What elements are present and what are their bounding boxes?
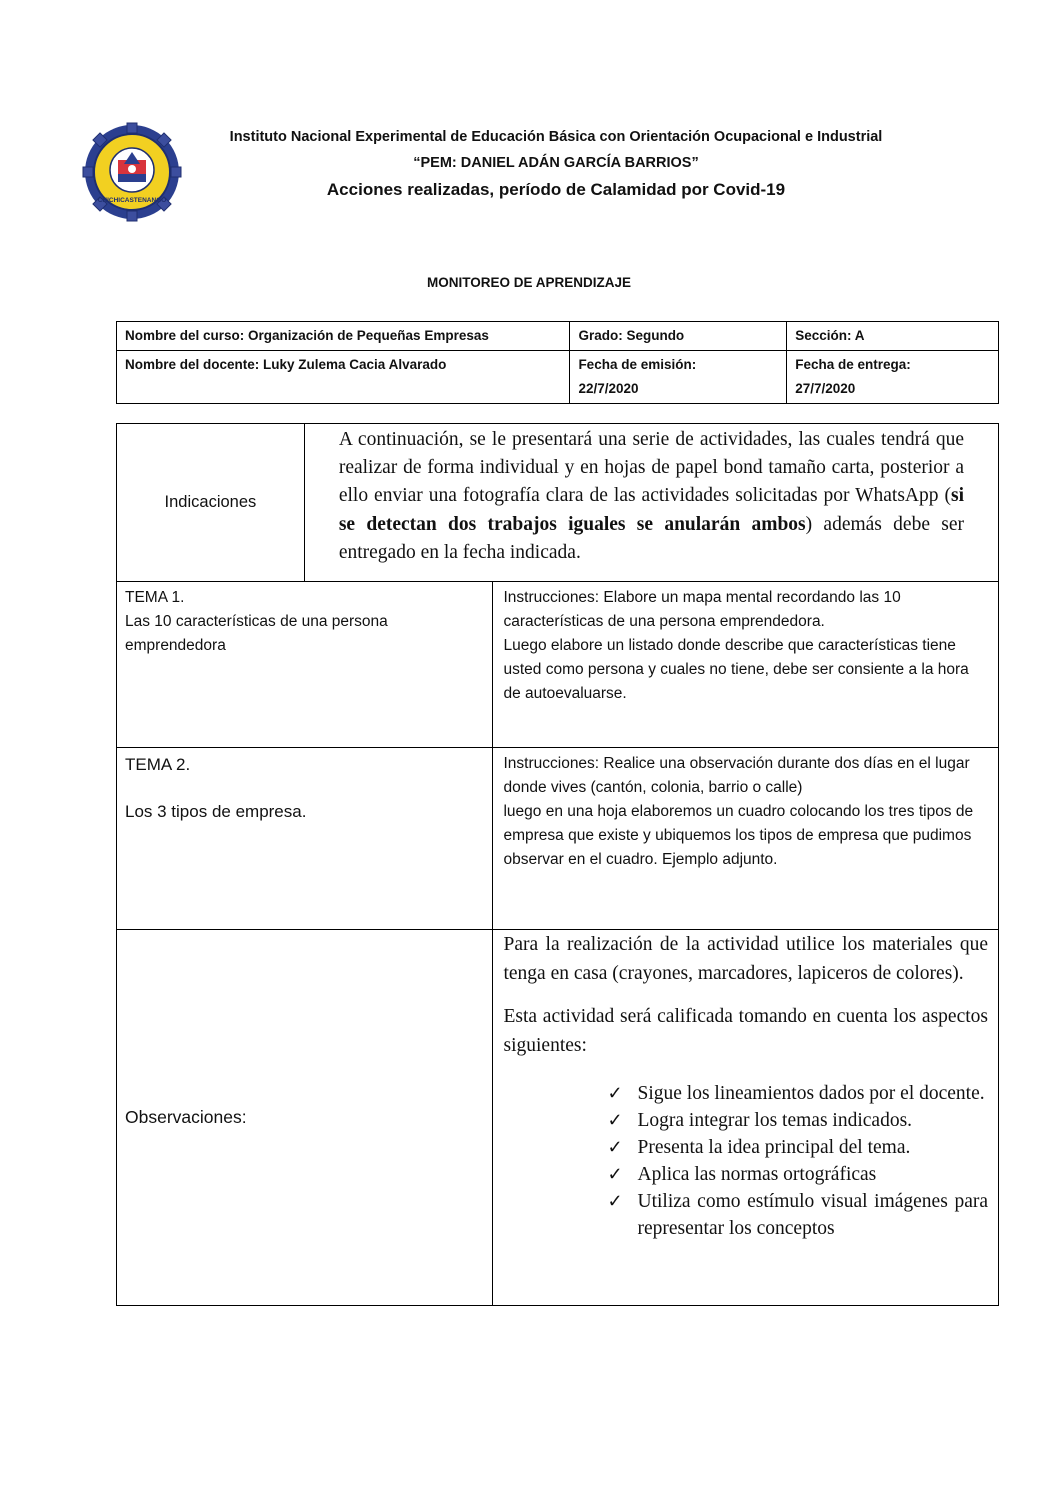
tema2-instructions: Instrucciones: Realice una observación durante dos días en el lugar donde vives (cantón, colonia, barrio o calle) bbox=[503, 755, 970, 796]
tema1-instructions-2: Luego elabore un listado donde describe que características tiene usted como persona y cuales no tiene, debe ser consiente a la hora de autoevaluarse. bbox=[503, 637, 969, 702]
section: Sección: A bbox=[787, 322, 999, 351]
check-icon: ✓ bbox=[607, 1110, 623, 1130]
check-icon: ✓ bbox=[607, 1083, 623, 1103]
activities-table bbox=[116, 423, 999, 1306]
teacher-name: Nombre del docente: Luky Zulema Cacia Alvarado bbox=[117, 351, 570, 404]
tema2-instructions-cell bbox=[493, 748, 999, 930]
school-name: “PEM: DANIEL ADÁN GARCÍA BARRIOS” bbox=[413, 155, 699, 171]
tema2-cell bbox=[117, 748, 493, 930]
indications-text-b: ) además debe ser entregado en la fecha indicada. bbox=[338, 513, 964, 563]
issue-date-label: Fecha de emisión: bbox=[578, 357, 697, 372]
criteria-list bbox=[503, 1080, 988, 1242]
indications-text-a: A continuación, se le presentará una serie de actividades, las cuales tendrá que realizar de forma individual y en hojas de papel bond tamaño carta, posterior a ello enviar una fotografía clara de las actividades solicitadas por WhatsApp ( bbox=[338, 429, 964, 507]
criteria-item: ✓ Presenta la idea principal del tema. bbox=[607, 1134, 988, 1161]
observations-cell bbox=[493, 930, 999, 1306]
tema1-instructions: Instrucciones: Elabore un mapa mental recordando las 10 características de una persona emprendedora. bbox=[503, 589, 901, 630]
tema2-title: Los 3 tipos de empresa. bbox=[125, 802, 307, 821]
observations-p2: Esta actividad será calificada tomando en cuenta los aspectos siguientes: bbox=[503, 1006, 988, 1056]
indications-label: Indicaciones bbox=[117, 424, 305, 582]
issue-date-cell bbox=[570, 351, 787, 404]
course-info-table bbox=[116, 321, 999, 404]
due-date-cell bbox=[787, 351, 999, 404]
institution-name: Instituto Nacional Experimental de Educación Básica con Orientación Ocupacional e Industrial bbox=[229, 129, 883, 145]
criteria-item: ✓ Sigue los lineamientos dados por el docente. bbox=[607, 1080, 988, 1107]
tema1-label: TEMA 1. bbox=[125, 589, 185, 606]
document-title: MONITOREO DE APRENDIZAJE bbox=[426, 275, 632, 290]
tema1-title: Las 10 características de una persona emprendedora bbox=[125, 613, 388, 654]
course-name: Nombre del curso: Organización de Pequeñas Empresas bbox=[117, 322, 570, 351]
tema1-instructions-cell bbox=[493, 582, 999, 748]
check-icon: ✓ bbox=[607, 1164, 623, 1184]
grade: Grado: Segundo bbox=[570, 322, 787, 351]
observations-label: Observaciones: bbox=[117, 930, 493, 1306]
tema1-cell bbox=[117, 582, 493, 748]
logo-text: CHICHICASTENANGO bbox=[97, 197, 167, 204]
due-date: 27/7/2020 bbox=[795, 381, 856, 396]
document-subtitle: Acciones realizadas, período de Calamidad por Covid-19 bbox=[326, 180, 786, 199]
issue-date: 22/7/2020 bbox=[578, 381, 639, 396]
due-date-label: Fecha de entrega: bbox=[795, 357, 911, 372]
check-icon: ✓ bbox=[607, 1191, 623, 1211]
observations-p1: Para la realización de la actividad utilice los materiales que tenga en casa (crayones, marcadores, lapiceros de colores). bbox=[503, 934, 988, 984]
criteria-item: ✓ Utiliza como estímulo visual imágenes para representar los conceptos bbox=[607, 1188, 988, 1242]
criteria-item: ✓ Aplica las normas ortográficas bbox=[607, 1161, 988, 1188]
check-icon: ✓ bbox=[607, 1137, 623, 1157]
school-logo bbox=[82, 122, 182, 222]
indications-text bbox=[304, 424, 998, 582]
tema2-instructions-2: luego en una hoja elaboremos un cuadro colocando los tres tipos de empresa que existe y ubiquemos los tipos de empresa que pudimos observar en el cuadro. Ejemplo adjunto. bbox=[503, 803, 974, 868]
criteria-item: ✓ Logra integrar los temas indicados. bbox=[607, 1107, 988, 1134]
tema2-label: TEMA 2. bbox=[125, 755, 191, 774]
indications-warning: si se detectan dos trabajos iguales se anularán ambos bbox=[338, 485, 964, 535]
